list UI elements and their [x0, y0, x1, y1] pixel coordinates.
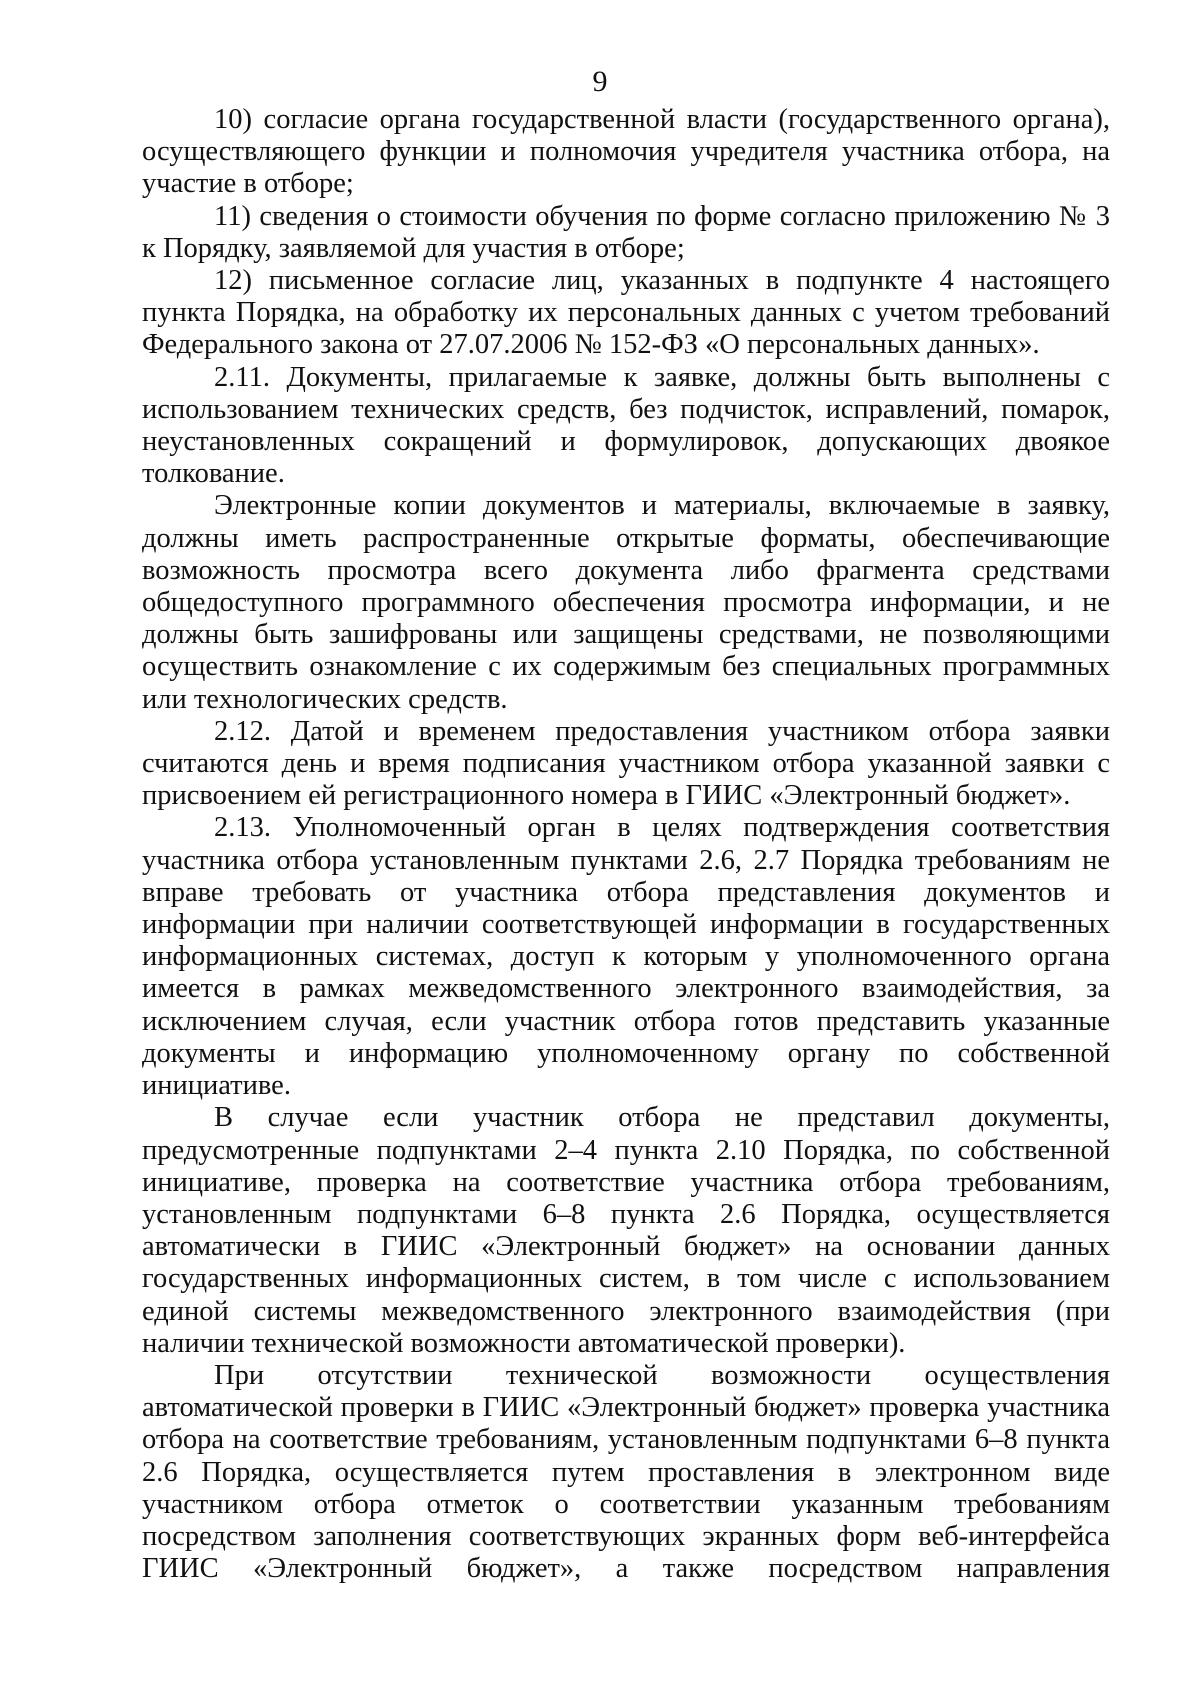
paragraph-manual-check: При отсутствии технической возможности осуществления автоматической проверки в ГИИС «Электронный бюджет» проверка участника отбора на соответствие требованиям, установленным подпунктами 6–8 пункта 2.6 Порядка, осуществляется путем проставления в электронном виде участником отбора отметок о соответствии указанным требованиям посредством заполнения соответствующих экранных форм веб-интерфейса ГИИС «Электронный бюджет», а также посредством направления — [142, 1359, 1110, 1585]
paragraph-electronic-copies: Электронные копии документов и материалы, включаемые в заявку, должны иметь распространенные открытые форматы, обеспечивающие возможность просмотра всего документа либо фрагмента средствами общедоступного программного обеспечения просмотра информации, и не должны быть зашифрованы или защищены средствами, не позволяющими осуществить ознакомление с их содержимым без специальных программных или технологических средств. — [142, 490, 1110, 715]
paragraph-10-consent: 10) согласие органа государственной власти (государственного органа), осуществляющего функции и полномочия учредителя участника отбора, на участие в отборе; — [142, 104, 1110, 200]
paragraph-12-personal-data-consent: 12) письменное согласие лиц, указанных в подпункте 4 настоящего пункта Порядка, на обработку их персональных данных с учетом требований Федерального закона от 27.07.2006 № 152-ФЗ «О персональных данных». — [142, 265, 1110, 361]
paragraph-2-12: 2.12. Датой и временем предоставления участником отбора заявки считаются день и время подписания участником отбора указанной заявки с присвоением ей регистрационного номера в ГИИС «Электронный бюджет». — [142, 715, 1110, 812]
paragraph-2-11: 2.11. Документы, прилагаемые к заявке, должны быть выполнены с использованием технических средств, без подчисток, исправлений, помарок, неустановленных сокращений и формулировок, допускающих двоякое толкование. — [142, 361, 1110, 490]
paragraph-automatic-check: В случае если участник отбора не представил документы, предусмотренные подпунктами 2–4 пункта 2.10 Порядка, по собственной инициативе, проверка на соответствие участника отбора требованиям, установленным подпунктами 6–8 пункта 2.6 Порядка, осуществляется автоматически в ГИИС «Электронный бюджет» на основании данных государственных информационных систем, в том числе с использованием единой системы межведомственного электронного взаимодействия (при наличии технической возможности автоматической проверки). — [142, 1102, 1110, 1359]
document-body — [142, 104, 1110, 1585]
paragraph-2-13: 2.13. Уполномоченный орган в целях подтверждения соответствия участника отбора установленным пунктами 2.6, 2.7 Порядка требованиям не вправе требовать от участника отбора представления документов и информации при наличии соответствующей информации в государственных информационных системах, доступ к которым у уполномоченного органа имеется в рамках межведомственного электронного взаимодействия, за исключением случая, если участник отбора готов представить указанные документы и информацию уполномоченному органу по собственной инициативе. — [142, 812, 1110, 1102]
page-number: 9 — [592, 65, 608, 98]
paragraph-11-cost-info: 11) сведения о стоимости обучения по форме согласно приложению № 3 к Порядку, заявляемой для участия в отборе; — [142, 200, 1110, 264]
